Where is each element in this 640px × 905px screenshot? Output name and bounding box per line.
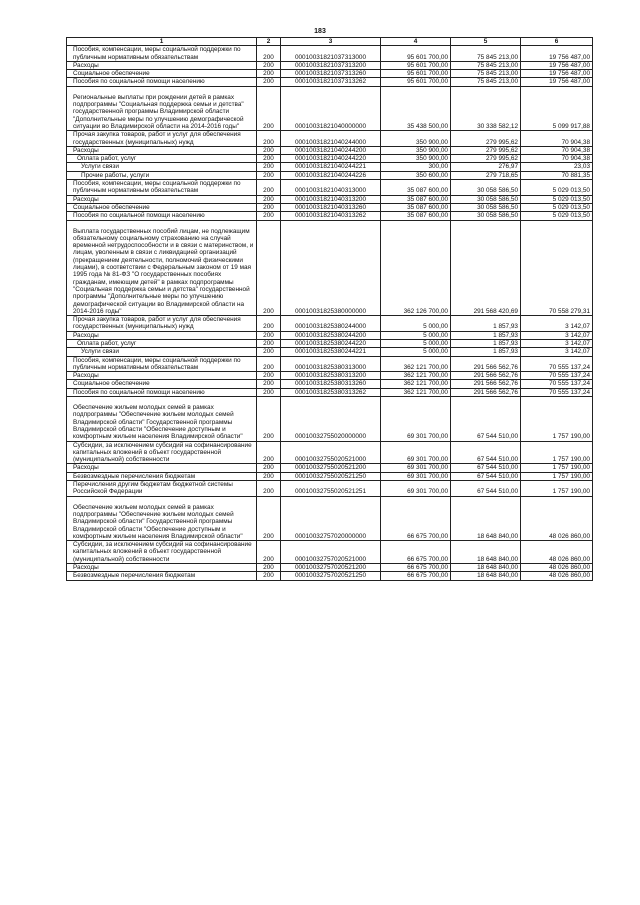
row-executed-amount-cell: 18 648 840,00 <box>451 541 521 564</box>
row-approved-amount-cell: 35 087 600,00 <box>381 195 451 203</box>
row-executed-amount-cell: 279 995,62 <box>451 155 521 163</box>
row-name-cell: Расходы <box>67 195 257 203</box>
table-row <box>67 220 593 316</box>
row-approved-amount-cell: 362 121 700,00 <box>381 372 451 380</box>
row-approved-amount-cell: 35 438 500,00 <box>381 86 451 130</box>
row-executed-amount-cell: 30 058 586,50 <box>451 203 521 211</box>
row-executed-amount-cell: 75 845 213,00 <box>451 61 521 69</box>
row-classification-code-cell: 00010031821037313200 <box>281 61 381 69</box>
table-row <box>67 541 593 564</box>
row-line-code-cell: 200 <box>257 220 281 316</box>
row-approved-amount-cell: 350 900,00 <box>381 155 451 163</box>
row-executed-amount-cell: 279 995,62 <box>451 131 521 147</box>
row-approved-amount-cell: 66 675 700,00 <box>381 541 451 564</box>
row-name-cell: Субсидии, за исключением субсидий на софинансирование капитальных вложений в объект государственной (муниципальной) собственности <box>67 441 257 464</box>
row-approved-amount-cell: 95 601 700,00 <box>381 78 451 86</box>
row-classification-code-cell: 00010031821040244220 <box>281 155 381 163</box>
row-line-code-cell: 200 <box>257 70 281 78</box>
row-executed-amount-cell: 1 857,93 <box>451 331 521 339</box>
table-row <box>67 572 593 580</box>
row-name-cell: Выплата государственных пособий лицам, не подлежащим обязательному социальному страхованию на случай временной нетрудоспособности и в связи с материнством, и лицам, уволенным в связи с ликвидацией организаций (прекращением деятельности, полномочий физическими лицами), в соответствии с Федеральным законом от 19 мая 1995 года № 81-ФЗ "О государственных пособиях гражданам, имеющим детей" в рамках подпрограммы "Социальная поддержка семьи и детства" государственной программы "Дополнительные меры по улучшению демографической ситуации во Владимирской области на 2014-2016 годы" <box>67 220 257 316</box>
row-name-cell: Пособия, компенсации, меры социальной поддержки по публичным нормативным обязательствам <box>67 46 257 62</box>
row-approved-amount-cell: 69 301 700,00 <box>381 441 451 464</box>
row-remaining-amount-cell: 5 029 013,50 <box>521 195 593 203</box>
row-approved-amount-cell: 362 121 700,00 <box>381 380 451 388</box>
row-classification-code-cell: 00010031825380000000 <box>281 220 381 316</box>
row-name-cell: Прочая закупка товаров, работ и услуг для обеспечения государственных (муниципальных) нужд <box>67 316 257 332</box>
row-line-code-cell: 200 <box>257 348 281 356</box>
row-approved-amount-cell: 35 087 600,00 <box>381 180 451 196</box>
row-executed-amount-cell: 67 544 510,00 <box>451 464 521 472</box>
row-classification-code-cell: 00010031821040244221 <box>281 163 381 171</box>
row-approved-amount-cell: 95 601 700,00 <box>381 61 451 69</box>
column-header: 1 <box>67 38 257 46</box>
row-name-cell: Пособия по социальной помощи населению <box>67 212 257 220</box>
page-number: 183 <box>314 28 326 35</box>
row-classification-code-cell: 00010032755020521251 <box>281 481 381 497</box>
row-line-code-cell: 200 <box>257 203 281 211</box>
row-line-code-cell: 200 <box>257 564 281 572</box>
row-approved-amount-cell: 362 121 700,00 <box>381 388 451 396</box>
row-name-cell: Пособия по социальной помощи населению <box>67 78 257 86</box>
row-classification-code-cell: 00010031821040244000 <box>281 131 381 147</box>
row-name-cell: Пособия, компенсации, меры социальной поддержки по публичным нормативным обязательствам <box>67 356 257 372</box>
row-classification-code-cell: 00010031821040313200 <box>281 195 381 203</box>
row-line-code-cell: 200 <box>257 380 281 388</box>
row-approved-amount-cell: 66 675 700,00 <box>381 496 451 540</box>
row-classification-code-cell: 00010031821040000000 <box>281 86 381 130</box>
row-executed-amount-cell: 30 338 582,12 <box>451 86 521 130</box>
row-line-code-cell: 200 <box>257 356 281 372</box>
row-approved-amount-cell: 66 675 700,00 <box>381 572 451 580</box>
row-name-cell: Услуги связи <box>67 348 257 356</box>
row-classification-code-cell: 00010031825380313262 <box>281 388 381 396</box>
row-line-code-cell: 200 <box>257 464 281 472</box>
row-line-code-cell: 200 <box>257 481 281 497</box>
row-classification-code-cell: 00010032755020521250 <box>281 472 381 480</box>
row-line-code-cell: 200 <box>257 339 281 347</box>
row-line-code-cell: 200 <box>257 180 281 196</box>
column-header: 6 <box>521 38 593 46</box>
row-approved-amount-cell: 350 900,00 <box>381 146 451 154</box>
row-classification-code-cell: 00010032757020521000 <box>281 541 381 564</box>
row-line-code-cell: 200 <box>257 441 281 464</box>
row-name-cell: Социальное обеспечение <box>67 380 257 388</box>
row-name-cell: Обеспечение жильем молодых семей в рамках подпрограммы "Обеспечение жильем молодых семей Владимирской области" Государственной программы Владимирской области "Обеспечение доступным и комфортным жильем населения Владимирской области" <box>67 397 257 441</box>
row-executed-amount-cell: 67 544 510,00 <box>451 472 521 480</box>
budget-report-table <box>66 37 593 581</box>
table-row <box>67 212 593 220</box>
row-line-code-cell: 200 <box>257 131 281 147</box>
table-row <box>67 61 593 69</box>
column-header: 5 <box>451 38 521 46</box>
table-row <box>67 356 593 372</box>
row-classification-code-cell: 00010031821040313262 <box>281 212 381 220</box>
table-row <box>67 146 593 154</box>
row-remaining-amount-cell: 70 904,38 <box>521 155 593 163</box>
row-line-code-cell: 200 <box>257 397 281 441</box>
row-line-code-cell: 200 <box>257 472 281 480</box>
table-row <box>67 348 593 356</box>
row-classification-code-cell: 00010032755020000000 <box>281 397 381 441</box>
row-line-code-cell: 200 <box>257 46 281 62</box>
row-classification-code-cell: 00010031825380244221 <box>281 348 381 356</box>
row-remaining-amount-cell: 3 142,07 <box>521 339 593 347</box>
table-row <box>67 171 593 179</box>
row-line-code-cell: 200 <box>257 331 281 339</box>
row-name-cell: Оплата работ, услуг <box>67 155 257 163</box>
table-row <box>67 78 593 86</box>
row-remaining-amount-cell: 70 555 137,24 <box>521 356 593 372</box>
row-executed-amount-cell: 30 058 586,50 <box>451 180 521 196</box>
row-name-cell: Перечисления другим бюджетам бюджетной системы Российской Федерации <box>67 481 257 497</box>
row-approved-amount-cell: 95 601 700,00 <box>381 46 451 62</box>
row-executed-amount-cell: 1 857,93 <box>451 316 521 332</box>
row-executed-amount-cell: 75 845 213,00 <box>451 70 521 78</box>
row-executed-amount-cell: 1 857,93 <box>451 348 521 356</box>
row-approved-amount-cell: 69 301 700,00 <box>381 397 451 441</box>
column-header: 4 <box>381 38 451 46</box>
row-remaining-amount-cell: 70 555 137,24 <box>521 388 593 396</box>
row-classification-code-cell: 00010031821040313260 <box>281 203 381 211</box>
row-remaining-amount-cell: 19 756 487,00 <box>521 46 593 62</box>
table-row <box>67 86 593 130</box>
table-row <box>67 331 593 339</box>
row-remaining-amount-cell: 70 881,35 <box>521 171 593 179</box>
row-line-code-cell: 200 <box>257 316 281 332</box>
row-classification-code-cell: 00010031825380244000 <box>281 316 381 332</box>
row-name-cell: Расходы <box>67 61 257 69</box>
table-row <box>67 180 593 196</box>
row-name-cell: Расходы <box>67 564 257 572</box>
column-header: 3 <box>281 38 381 46</box>
table-row <box>67 131 593 147</box>
row-remaining-amount-cell: 3 142,07 <box>521 348 593 356</box>
row-name-cell: Безвозмездные перечисления бюджетам <box>67 572 257 580</box>
table-row <box>67 464 593 472</box>
row-classification-code-cell: 00010032757020521200 <box>281 564 381 572</box>
row-remaining-amount-cell: 5 029 013,50 <box>521 203 593 211</box>
row-approved-amount-cell: 69 301 700,00 <box>381 481 451 497</box>
row-executed-amount-cell: 1 857,93 <box>451 339 521 347</box>
row-remaining-amount-cell: 1 757 190,00 <box>521 464 593 472</box>
row-remaining-amount-cell: 70 904,38 <box>521 131 593 147</box>
row-remaining-amount-cell: 1 757 190,00 <box>521 397 593 441</box>
table-row <box>67 481 593 497</box>
row-remaining-amount-cell: 1 757 190,00 <box>521 441 593 464</box>
row-approved-amount-cell: 35 087 600,00 <box>381 203 451 211</box>
row-classification-code-cell: 00010032757020000000 <box>281 496 381 540</box>
row-executed-amount-cell: 67 544 510,00 <box>451 397 521 441</box>
row-line-code-cell: 200 <box>257 78 281 86</box>
row-approved-amount-cell: 5 000,00 <box>381 331 451 339</box>
row-executed-amount-cell: 18 648 840,00 <box>451 496 521 540</box>
row-remaining-amount-cell: 48 026 860,00 <box>521 564 593 572</box>
row-line-code-cell: 200 <box>257 541 281 564</box>
row-line-code-cell: 200 <box>257 372 281 380</box>
row-name-cell: Прочая закупка товаров, работ и услуг для обеспечения государственных (муниципальных) нужд <box>67 131 257 147</box>
row-classification-code-cell: 00010031821037313262 <box>281 78 381 86</box>
table-row <box>67 372 593 380</box>
row-remaining-amount-cell: 70 904,38 <box>521 146 593 154</box>
row-executed-amount-cell: 291 566 562,76 <box>451 356 521 372</box>
row-remaining-amount-cell: 19 756 487,00 <box>521 61 593 69</box>
row-approved-amount-cell: 69 301 700,00 <box>381 472 451 480</box>
row-line-code-cell: 200 <box>257 388 281 396</box>
row-classification-code-cell: 00010031821040244226 <box>281 171 381 179</box>
row-name-cell: Пособия, компенсации, меры социальной поддержки по публичным нормативным обязательствам <box>67 180 257 196</box>
row-line-code-cell: 200 <box>257 146 281 154</box>
row-classification-code-cell: 00010032755020521000 <box>281 441 381 464</box>
table-row <box>67 472 593 480</box>
row-executed-amount-cell: 67 544 510,00 <box>451 441 521 464</box>
row-name-cell: Оплата работ, услуг <box>67 339 257 347</box>
row-remaining-amount-cell: 48 026 860,00 <box>521 496 593 540</box>
row-approved-amount-cell: 95 601 700,00 <box>381 70 451 78</box>
table-header-row <box>67 38 593 46</box>
row-remaining-amount-cell: 1 757 190,00 <box>521 481 593 497</box>
row-remaining-amount-cell: 19 756 487,00 <box>521 78 593 86</box>
row-name-cell: Пособия по социальной помощи населению <box>67 388 257 396</box>
row-remaining-amount-cell: 48 026 860,00 <box>521 541 593 564</box>
row-remaining-amount-cell: 70 555 137,24 <box>521 372 593 380</box>
table-row <box>67 339 593 347</box>
row-executed-amount-cell: 291 568 420,69 <box>451 220 521 316</box>
row-classification-code-cell: 00010031821037313260 <box>281 70 381 78</box>
row-approved-amount-cell: 362 126 700,00 <box>381 220 451 316</box>
row-executed-amount-cell: 75 845 213,00 <box>451 78 521 86</box>
row-line-code-cell: 200 <box>257 155 281 163</box>
row-approved-amount-cell: 350 900,00 <box>381 131 451 147</box>
table-row <box>67 397 593 441</box>
row-approved-amount-cell: 5 000,00 <box>381 316 451 332</box>
row-line-code-cell: 200 <box>257 171 281 179</box>
row-approved-amount-cell: 35 087 600,00 <box>381 212 451 220</box>
column-header: 2 <box>257 38 281 46</box>
row-remaining-amount-cell: 1 757 190,00 <box>521 472 593 480</box>
row-remaining-amount-cell: 5 029 013,50 <box>521 212 593 220</box>
row-executed-amount-cell: 291 566 562,76 <box>451 372 521 380</box>
row-classification-code-cell: 00010031825380313260 <box>281 380 381 388</box>
row-line-code-cell: 200 <box>257 61 281 69</box>
row-executed-amount-cell: 279 718,65 <box>451 171 521 179</box>
row-line-code-cell: 200 <box>257 572 281 580</box>
row-executed-amount-cell: 291 566 562,76 <box>451 388 521 396</box>
row-remaining-amount-cell: 19 756 487,00 <box>521 70 593 78</box>
row-approved-amount-cell: 5 000,00 <box>381 348 451 356</box>
row-line-code-cell: 200 <box>257 86 281 130</box>
row-line-code-cell: 200 <box>257 163 281 171</box>
table-row <box>67 441 593 464</box>
row-approved-amount-cell: 300,00 <box>381 163 451 171</box>
row-approved-amount-cell: 69 301 700,00 <box>381 464 451 472</box>
row-name-cell: Расходы <box>67 372 257 380</box>
table-row <box>67 163 593 171</box>
table-row <box>67 564 593 572</box>
row-name-cell: Социальное обеспечение <box>67 70 257 78</box>
row-remaining-amount-cell: 70 555 137,24 <box>521 380 593 388</box>
row-executed-amount-cell: 30 058 586,50 <box>451 212 521 220</box>
table-row <box>67 388 593 396</box>
row-classification-code-cell: 00010032755020521200 <box>281 464 381 472</box>
table-row <box>67 496 593 540</box>
row-classification-code-cell: 00010031825380244200 <box>281 331 381 339</box>
row-name-cell: Прочие работы, услуги <box>67 171 257 179</box>
row-approved-amount-cell: 5 000,00 <box>381 339 451 347</box>
row-classification-code-cell: 00010032757020521250 <box>281 572 381 580</box>
row-executed-amount-cell: 75 845 213,00 <box>451 46 521 62</box>
table-row <box>67 316 593 332</box>
row-classification-code-cell: 00010031825380244220 <box>281 339 381 347</box>
row-executed-amount-cell: 30 058 586,50 <box>451 195 521 203</box>
row-classification-code-cell: 00010031825380313200 <box>281 372 381 380</box>
row-approved-amount-cell: 350 600,00 <box>381 171 451 179</box>
row-executed-amount-cell: 67 544 510,00 <box>451 481 521 497</box>
table-row <box>67 380 593 388</box>
row-name-cell: Расходы <box>67 464 257 472</box>
row-approved-amount-cell: 66 675 700,00 <box>381 564 451 572</box>
table-row <box>67 70 593 78</box>
row-classification-code-cell: 00010031821040244200 <box>281 146 381 154</box>
row-executed-amount-cell: 291 566 562,76 <box>451 380 521 388</box>
row-classification-code-cell: 00010031825380313000 <box>281 356 381 372</box>
row-executed-amount-cell: 18 648 840,00 <box>451 572 521 580</box>
row-name-cell: Безвозмездные перечисления бюджетам <box>67 472 257 480</box>
row-line-code-cell: 200 <box>257 496 281 540</box>
row-remaining-amount-cell: 5 099 917,88 <box>521 86 593 130</box>
table-row <box>67 46 593 62</box>
row-name-cell: Региональные выплаты при рождении детей в рамках подпрограммы "Социальная поддержка семьи и детства" государственной программы Владимирской области "Дополнительные меры по улучшению демографической ситуации во Владимирской области на 2014-2016 годы" <box>67 86 257 130</box>
row-remaining-amount-cell: 3 142,07 <box>521 316 593 332</box>
row-name-cell: Социальное обеспечение <box>67 203 257 211</box>
row-line-code-cell: 200 <box>257 212 281 220</box>
row-line-code-cell: 200 <box>257 195 281 203</box>
row-classification-code-cell: 00010031821040313000 <box>281 180 381 196</box>
row-name-cell: Расходы <box>67 331 257 339</box>
row-executed-amount-cell: 276,97 <box>451 163 521 171</box>
row-name-cell: Расходы <box>67 146 257 154</box>
row-remaining-amount-cell: 48 026 860,00 <box>521 572 593 580</box>
row-executed-amount-cell: 279 995,62 <box>451 146 521 154</box>
row-classification-code-cell: 00010031821037313000 <box>281 46 381 62</box>
row-executed-amount-cell: 18 648 840,00 <box>451 564 521 572</box>
table-body <box>67 46 593 580</box>
row-remaining-amount-cell: 23,03 <box>521 163 593 171</box>
table-row <box>67 203 593 211</box>
row-approved-amount-cell: 362 121 700,00 <box>381 356 451 372</box>
row-remaining-amount-cell: 5 029 013,50 <box>521 180 593 196</box>
table-row <box>67 155 593 163</box>
row-name-cell: Субсидии, за исключением субсидий на софинансирование капитальных вложений в объект государственной (муниципальной) собственности <box>67 541 257 564</box>
row-remaining-amount-cell: 70 558 279,31 <box>521 220 593 316</box>
row-name-cell: Обеспечение жильем молодых семей в рамках подпрограммы "Обеспечение жильем молодых семей Владимирской области" Государственной программы Владимирской области "Обеспечение доступным и комфортным жильем населения Владимирской области" <box>67 496 257 540</box>
row-name-cell: Услуги связи <box>67 163 257 171</box>
table-row <box>67 195 593 203</box>
row-remaining-amount-cell: 3 142,07 <box>521 331 593 339</box>
